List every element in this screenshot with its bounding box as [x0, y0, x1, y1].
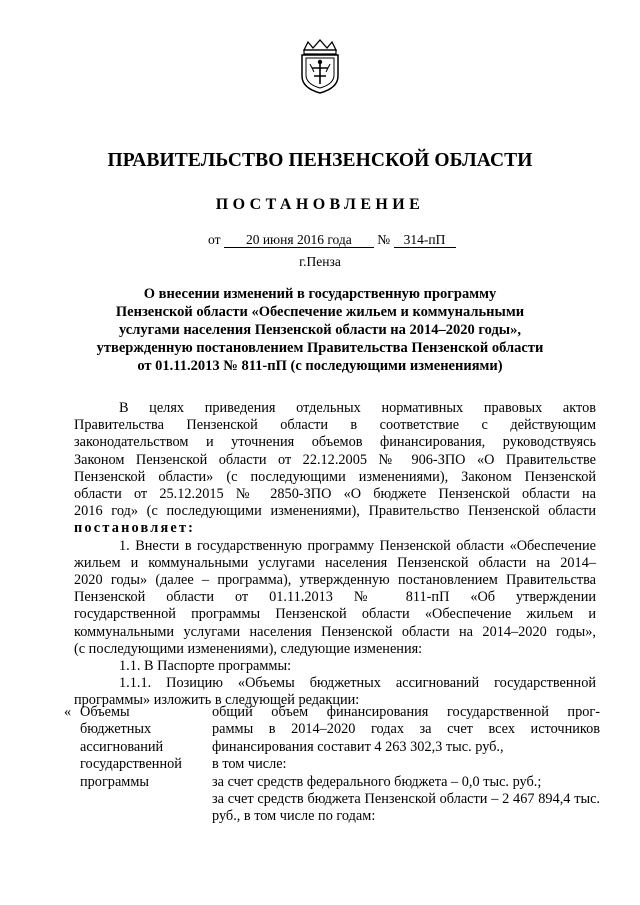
decree-title — [60, 285, 580, 375]
body-line: В целях приведения отдельных нормативных правовых актов — [119, 400, 596, 416]
body-line: области от 25.12.2015 № 2850-ЗПО «О бюджете Пензенской области на — [74, 486, 596, 503]
title-line: утвержденную постановлением Правительства Пензенской области — [96, 340, 544, 356]
body-line: законодательством и уточнения объемов финансирования, руководствуясь — [74, 434, 596, 451]
item-1-1-1-line: программы» изложить в следующей редакции: — [74, 692, 360, 709]
item-1-1-1-line: 1.1.1. Позицию «Объемы бюджетных ассигнований государственной — [119, 675, 596, 692]
title-line: О внесении изменений в государственную программу — [143, 286, 497, 302]
item1-line: 1. Внести в государственную программу Пензенской области «Обеспечение — [119, 537, 596, 554]
value-line: руб., в том числе по годам: — [212, 808, 376, 825]
date-prefix: от — [208, 232, 221, 247]
body-line: Пензенской области» (с последующими изменениями), Законом Пензенской — [74, 468, 596, 485]
item1-line: жильем и коммунальными услугами населения Пензенской области на 2014– — [74, 554, 596, 571]
body-line: Правительства Пензенской области в соответствие с действующим — [74, 417, 596, 434]
decree-body — [74, 400, 596, 710]
value-line: в том числе: — [212, 756, 287, 773]
decree-date: 20 июня 2016 года — [224, 232, 374, 248]
coat-of-arms-icon — [298, 38, 342, 94]
value-line: за счет средств федерального бюджета – 0,0 тыс. руб.; — [212, 773, 542, 790]
city: г.Пенза — [299, 254, 341, 269]
label-line: Объемы — [80, 704, 130, 720]
body-line: Законом Пензенской области от 22.12.2005 № 906-ЗПО «О Правительстве — [74, 451, 596, 468]
label-line: программы — [80, 773, 150, 790]
value-line: раммы в 2014–2020 годах за счет всех источников — [212, 721, 600, 738]
value-line: за счет средств бюджета Пензенской области – 2 467 894,4 тыс. — [212, 791, 600, 808]
number-prefix: № — [377, 232, 391, 247]
item1-line: 2020 годы» (далее – программа), утвержденную постановлением Правительства — [74, 572, 596, 589]
position-label — [80, 704, 200, 791]
value-line: финансирования составит 4 263 302,3 тыс. руб., — [212, 738, 504, 755]
government-name: ПРАВИТЕЛЬСТВО ПЕНЗЕНСКОЙ ОБЛАСТИ — [107, 150, 533, 171]
label-line: государственной — [80, 756, 182, 773]
title-line: Пензенской области «Обеспечение жильем и коммунальными — [115, 304, 525, 320]
title-line: от 01.11.2013 № 811-пП (с последующими изменениями) — [137, 358, 503, 374]
open-quote: « — [64, 704, 72, 720]
item1-line: коммунальными услугами населения Пензенской области на 2014–2020 годы», — [74, 623, 596, 640]
label-line: бюджетных — [80, 721, 152, 738]
decree-number: 314-пП — [394, 232, 456, 248]
item1-line: государственной программы Пензенской области «Обеспечение жильем и — [74, 606, 596, 623]
label-line: ассигнований — [80, 738, 164, 755]
title-line: услугами населения Пензенской области на 2014–2020 годы», — [119, 322, 521, 338]
date-number-line — [208, 232, 456, 248]
item-1-1: 1.1. В Паспорте программы: — [119, 658, 292, 675]
document-type: ПОСТАНОВЛЕНИЕ — [215, 196, 425, 213]
position-value — [212, 704, 600, 826]
item1-line: (с последующими изменениями), следующие изменения: — [74, 640, 423, 657]
body-line: 2016 год» (с последующими изменениями), Правительство Пензенской области — [74, 503, 596, 520]
item1-line: Пензенской области от 01.11.2013 № 811-пП «Об утверждении — [74, 589, 596, 606]
value-line: общий объем финансирования государственной прог- — [212, 704, 600, 720]
resolves-word: постановляет: — [74, 520, 196, 537]
